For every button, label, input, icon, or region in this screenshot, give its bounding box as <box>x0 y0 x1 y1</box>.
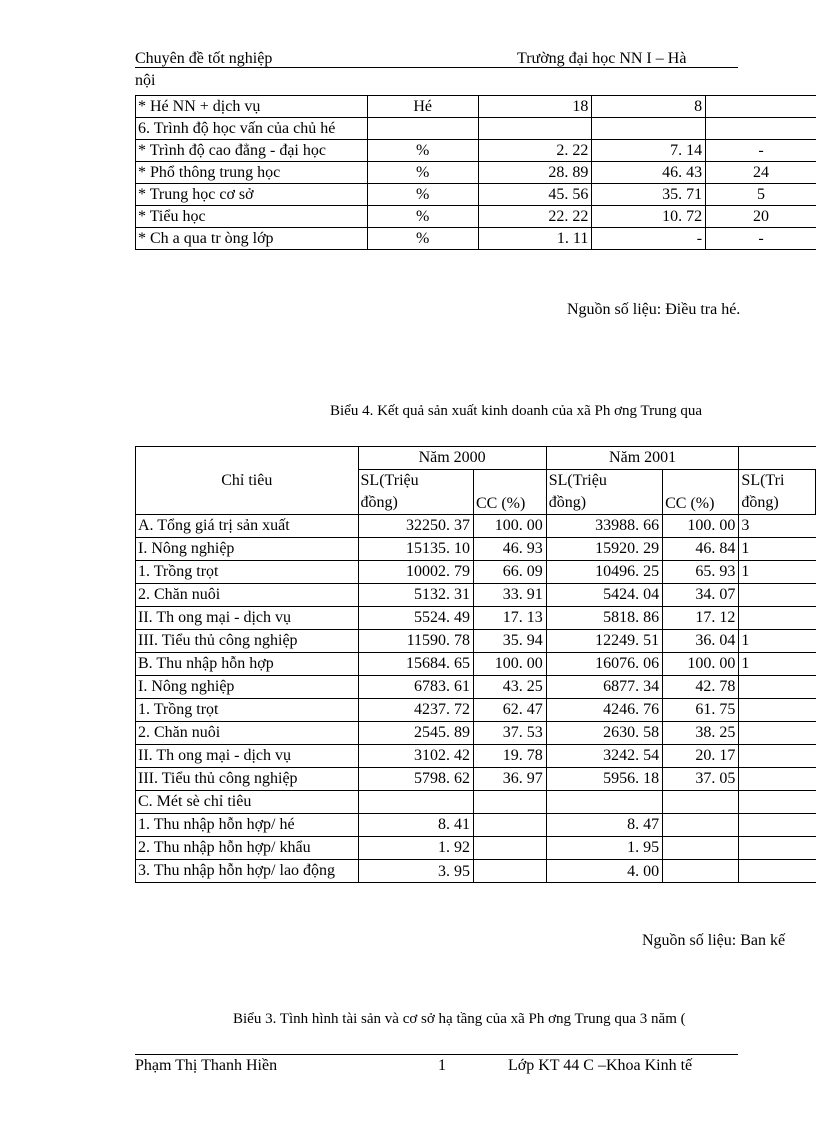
table1-cell-v1: 1. 11 <box>478 228 592 250</box>
table-row <box>136 184 816 206</box>
footer-rule <box>135 1054 738 1055</box>
table2-cell-cc1: 36. 97 <box>474 768 547 791</box>
header-right: Trường đại học NN I – Hà <box>517 50 687 67</box>
table2-cell-cc1: 100. 00 <box>474 653 547 676</box>
table2-cell-cc2: 20. 17 <box>663 745 739 768</box>
table-row <box>136 515 816 538</box>
table1-cell-unit: % <box>367 162 478 184</box>
table2-cell-cc2: 34. 07 <box>663 584 739 607</box>
table1-cell-v2 <box>592 118 706 140</box>
table2-cell-sl2: 2630. 58 <box>546 722 662 745</box>
table-row <box>136 96 816 118</box>
table1-cell-v1: 22. 22 <box>478 206 592 228</box>
table2-cell-sl1: 5132. 31 <box>358 584 473 607</box>
table2-cell-label: 3. Thu nhập hỗn hợp/ lao động <box>136 860 359 883</box>
production-table <box>135 446 816 883</box>
table2-cell-label: II. Th ong mại - dịch vụ <box>136 745 359 768</box>
table2-cell-sl2: 6877. 34 <box>546 676 662 699</box>
table2-cell-sl2: 10496. 25 <box>546 561 662 584</box>
header-left: Chuyên đề tốt nghiệp <box>135 50 273 67</box>
next-table-title: Biểu 3. Tình hình tài sản và cơ sở hạ tầng của xã Ph ơng Trung qua 3 năm ( <box>233 1011 686 1027</box>
table1-cell-v1: 45. 56 <box>478 184 592 206</box>
table2-cell-label: I. Nông nghiệp <box>136 676 359 699</box>
table2-cell-sl1: 3. 95 <box>358 860 473 883</box>
table2-cell-sl1: 5798. 62 <box>358 768 473 791</box>
table2-cell-sl3 <box>739 584 816 607</box>
table2-cell-cc2: 37. 05 <box>663 768 739 791</box>
table2-cell-cc2: 46. 84 <box>663 538 739 561</box>
header-rule <box>135 67 738 68</box>
table2-cell-sl3 <box>739 860 816 883</box>
table1-cell-v2: 35. 71 <box>592 184 706 206</box>
table1-cell-v2: 46. 43 <box>592 162 706 184</box>
col-header-indicator: Chỉ tiêu <box>136 447 359 515</box>
table-row <box>136 206 816 228</box>
table1-cell-label: * Tiểu học <box>136 206 368 228</box>
table1-cell-unit: Hé <box>367 96 478 118</box>
table2-cell-label: 1. Trồng trọt <box>136 699 359 722</box>
header-right-continued: nội <box>135 72 156 89</box>
sl-header-3-unit: đồng) <box>739 492 816 515</box>
table2-cell-sl1: 15135. 10 <box>358 538 473 561</box>
table2-cell-sl3 <box>739 814 816 837</box>
table2-cell-label: 1. Thu nhập hỗn hợp/ hé <box>136 814 359 837</box>
table1-cell-v1 <box>478 118 592 140</box>
table2-cell-cc1: 19. 78 <box>474 745 547 768</box>
table1-cell-v3: - <box>706 140 816 162</box>
sl-header-2: SL(Triệu <box>546 470 662 493</box>
table2-cell-sl1: 11590. 78 <box>358 630 473 653</box>
table-row <box>136 584 816 607</box>
table2-cell-label: A. Tổng giá trị sản xuất <box>136 515 359 538</box>
table2-cell-cc1: 100. 00 <box>474 515 547 538</box>
cc-header-2: CC (%) <box>663 470 739 515</box>
table2-cell-sl1: 3102. 42 <box>358 745 473 768</box>
table1-cell-label: * Phổ thông trung học <box>136 162 368 184</box>
table-row <box>136 860 816 883</box>
table2-cell-sl3: 1 <box>739 653 816 676</box>
table2-cell-cc1: 43. 25 <box>474 676 547 699</box>
table1-cell-v3: 20 <box>706 206 816 228</box>
table2-cell-sl3: 1 <box>739 538 816 561</box>
table2-cell-label: 1. Trồng trọt <box>136 561 359 584</box>
col-header-year-2000: Năm 2000 <box>358 447 546 470</box>
table1-cell-v2: 7. 14 <box>592 140 706 162</box>
table2-cell-label: 2. Chăn nuôi <box>136 722 359 745</box>
table1-cell-v1: 18 <box>478 96 592 118</box>
table2-cell-cc2: 65. 93 <box>663 561 739 584</box>
table2-cell-sl3: 3 <box>739 515 816 538</box>
table2-cell-sl2: 12249. 51 <box>546 630 662 653</box>
table2-cell-label: I. Nông nghiệp <box>136 538 359 561</box>
table2-cell-sl2 <box>546 791 662 814</box>
table-row <box>136 607 816 630</box>
sl-header-1: SL(Triệu <box>358 470 473 493</box>
table2-cell-cc1: 66. 09 <box>474 561 547 584</box>
table2-cell-cc2 <box>663 837 739 860</box>
table1-cell-unit: % <box>367 228 478 250</box>
table2-cell-cc2: 100. 00 <box>663 653 739 676</box>
table1-cell-label: * Trung học cơ sở <box>136 184 368 206</box>
table2-cell-sl3 <box>739 837 816 860</box>
table2-cell-cc2 <box>663 814 739 837</box>
table2-cell-sl2: 5424. 04 <box>546 584 662 607</box>
table2-cell-sl1: 32250. 37 <box>358 515 473 538</box>
table-row <box>136 745 816 768</box>
table2-cell-sl1: 4237. 72 <box>358 699 473 722</box>
table1-cell-v3: 5 <box>706 184 816 206</box>
table2-cell-cc2: 38. 25 <box>663 722 739 745</box>
sl-header-3: SL(Tri <box>739 470 816 493</box>
table2-source: Nguồn số liệu: Ban kế <box>642 932 786 949</box>
table2-cell-cc1: 37. 53 <box>474 722 547 745</box>
education-table <box>135 95 816 250</box>
table2-cell-sl2: 5956. 18 <box>546 768 662 791</box>
table2-cell-sl3 <box>739 791 816 814</box>
table1-cell-v1: 28. 89 <box>478 162 592 184</box>
table1-source: Nguồn số liệu: Điều tra hé. <box>567 301 741 318</box>
table2-cell-sl1 <box>358 791 473 814</box>
table2-cell-label: III. Tiểu thủ công nghiệp <box>136 630 359 653</box>
table2-cell-cc1: 62. 47 <box>474 699 547 722</box>
table2-cell-sl2: 5818. 86 <box>546 607 662 630</box>
col-header-year-next <box>739 447 816 470</box>
table2-cell-label: 2. Thu nhập hỗn hợp/ khẩu <box>136 837 359 860</box>
table-row <box>136 768 816 791</box>
table-row <box>136 538 816 561</box>
table1-cell-unit: % <box>367 206 478 228</box>
table2-cell-cc2: 100. 00 <box>663 515 739 538</box>
table-row <box>136 837 816 860</box>
table-row <box>136 814 816 837</box>
table2-cell-sl1: 2545. 89 <box>358 722 473 745</box>
footer-author: Phạm Thị Thanh Hiền <box>135 1057 278 1074</box>
table2-cell-sl1: 10002. 79 <box>358 561 473 584</box>
table-row <box>136 561 816 584</box>
col-header-year-2001: Năm 2001 <box>546 447 739 470</box>
table1-cell-v2: 8 <box>592 96 706 118</box>
table1-cell-unit <box>367 118 478 140</box>
table2-cell-sl2: 8. 47 <box>546 814 662 837</box>
table2-cell-sl1: 5524. 49 <box>358 607 473 630</box>
table2-cell-label: II. Th ong mại - dịch vụ <box>136 607 359 630</box>
table1-cell-unit: % <box>367 140 478 162</box>
sl-header-1-unit: đồng) <box>358 492 473 515</box>
table1-cell-label: 6. Trình độ học vấn của chủ hé <box>136 118 368 140</box>
table2-cell-sl3 <box>739 745 816 768</box>
table2-cell-cc1 <box>474 791 547 814</box>
table2-cell-label: 2. Chăn nuôi <box>136 584 359 607</box>
table1-cell-v3 <box>706 118 816 140</box>
table2-cell-sl3: 1 <box>739 630 816 653</box>
table2-cell-sl1: 15684. 65 <box>358 653 473 676</box>
table-row <box>136 722 816 745</box>
table2-cell-sl3 <box>739 676 816 699</box>
table-row <box>136 118 816 140</box>
table2-cell-cc1 <box>474 837 547 860</box>
table-row <box>136 630 816 653</box>
table2-cell-cc2: 36. 04 <box>663 630 739 653</box>
table1-cell-label: * Ch a qua tr òng lớp <box>136 228 368 250</box>
table2-cell-sl2: 33988. 66 <box>546 515 662 538</box>
table2-cell-sl3 <box>739 607 816 630</box>
footer-page-number: 1 <box>438 1057 446 1074</box>
table2-title: Biểu 4. Kết quả sản xuất kinh doanh của xã Ph ơng Trung qua <box>330 403 703 419</box>
table2-cell-cc2: 61. 75 <box>663 699 739 722</box>
table2-cell-label: C. Mét sè chỉ tiêu <box>136 791 359 814</box>
table1-cell-v3: - <box>706 228 816 250</box>
table2-cell-sl2: 16076. 06 <box>546 653 662 676</box>
table-row <box>136 162 816 184</box>
table-row <box>136 653 816 676</box>
table2-cell-sl2: 4246. 76 <box>546 699 662 722</box>
table1-cell-label: * Trình độ cao đẳng - đại học <box>136 140 368 162</box>
table1-cell-v2: 10. 72 <box>592 206 706 228</box>
cc-header-1: CC (%) <box>474 470 547 515</box>
table2-cell-cc2 <box>663 791 739 814</box>
sl-header-2-unit: đồng) <box>546 492 662 515</box>
table2-cell-cc2: 42. 78 <box>663 676 739 699</box>
table2-cell-cc1: 17. 13 <box>474 607 547 630</box>
table2-cell-label: III. Tiểu thủ công nghiệp <box>136 768 359 791</box>
table2-cell-cc1: 35. 94 <box>474 630 547 653</box>
table2-cell-sl1: 6783. 61 <box>358 676 473 699</box>
table2-cell-sl3 <box>739 722 816 745</box>
table2-cell-cc1 <box>474 814 547 837</box>
table1-cell-v2: - <box>592 228 706 250</box>
table-row <box>136 791 816 814</box>
table2-cell-sl2: 3242. 54 <box>546 745 662 768</box>
table-row <box>136 676 816 699</box>
table2-cell-cc1: 46. 93 <box>474 538 547 561</box>
table1-cell-label: * Hé NN + dịch vụ <box>136 96 368 118</box>
table2-cell-cc1: 33. 91 <box>474 584 547 607</box>
table1-cell-v1: 2. 22 <box>478 140 592 162</box>
table2-cell-sl3 <box>739 699 816 722</box>
table2-cell-sl2: 4. 00 <box>546 860 662 883</box>
table-row <box>136 699 816 722</box>
table2-cell-label: B. Thu nhập hỗn hợp <box>136 653 359 676</box>
table2-cell-sl1: 1. 92 <box>358 837 473 860</box>
table2-cell-cc2: 17. 12 <box>663 607 739 630</box>
table-row <box>136 228 816 250</box>
table2-cell-sl1: 8. 41 <box>358 814 473 837</box>
table2-cell-sl2: 15920. 29 <box>546 538 662 561</box>
table1-cell-unit: % <box>367 184 478 206</box>
footer-class: Lớp KT 44 C –Khoa Kinh tế <box>508 1057 693 1074</box>
table2-cell-cc1 <box>474 860 547 883</box>
table1-cell-v3: 24 <box>706 162 816 184</box>
table2-cell-sl3 <box>739 768 816 791</box>
table2-cell-sl2: 1. 95 <box>546 837 662 860</box>
table2-cell-cc2 <box>663 860 739 883</box>
table2-cell-sl3: 1 <box>739 561 816 584</box>
table1-cell-v3 <box>706 96 816 118</box>
table-row <box>136 140 816 162</box>
